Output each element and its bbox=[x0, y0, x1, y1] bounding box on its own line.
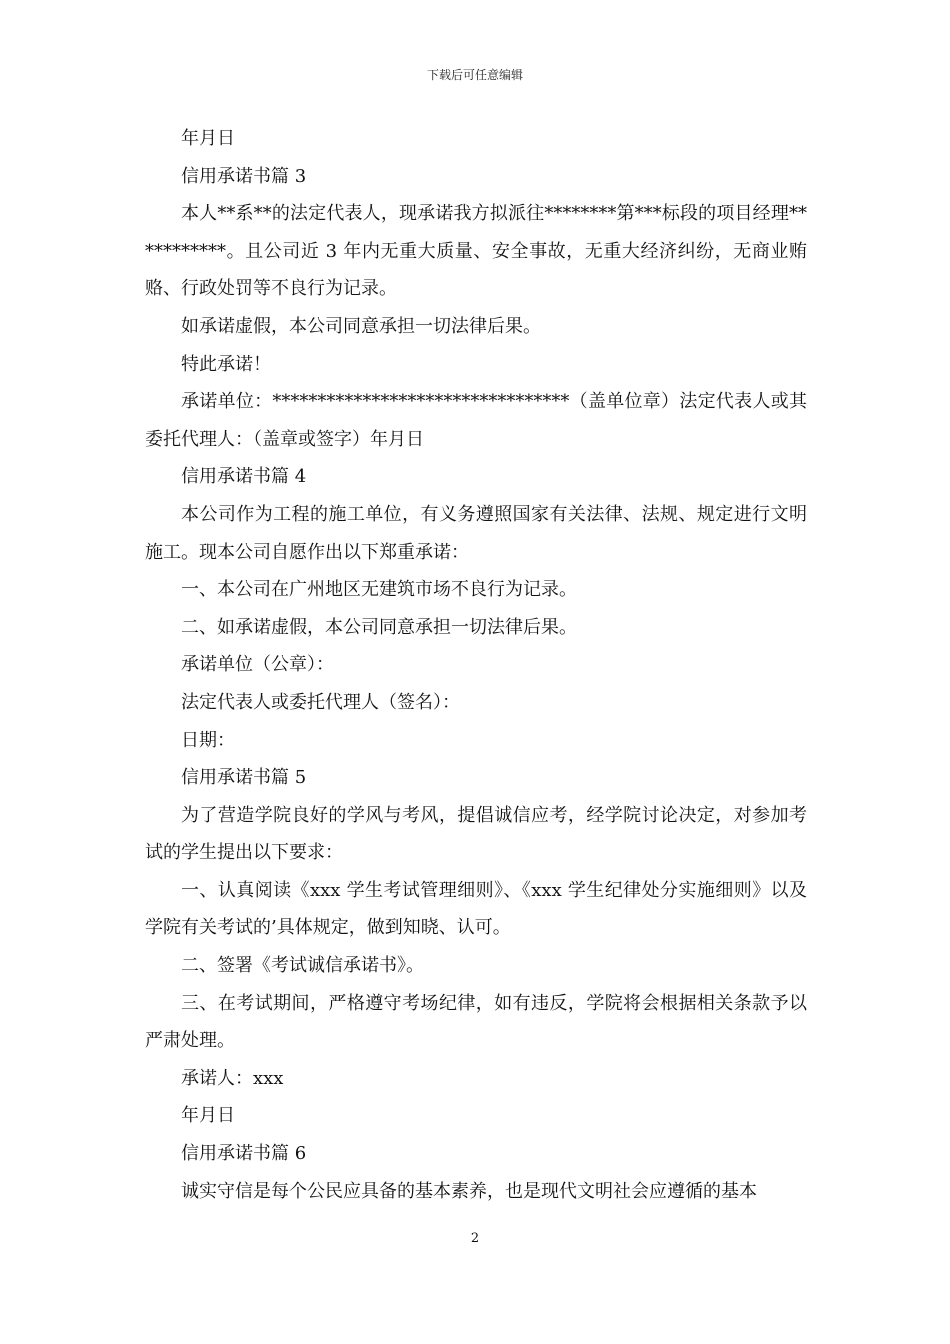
paragraph: 为了营造学院良好的学风与考风，提倡诚信应考，经学院讨论决定，对参加考试的学生提出以下要求： bbox=[145, 804, 807, 864]
paragraph: 特此承诺！ bbox=[181, 353, 271, 375]
section-heading: 信用承诺书篇 4 bbox=[181, 466, 307, 488]
paragraph: 如承诺虚假，本公司同意承担一切法律后果。 bbox=[181, 315, 541, 337]
paragraph: 承诺单位：*********************************（盖单位章）法定代表人或其委托代理人：（盖章或签字）年月日 bbox=[145, 391, 807, 450]
section-heading: 信用承诺书篇 3 bbox=[181, 165, 307, 187]
paragraph: 本公司作为工程的施工单位，有义务遵照国家有关法律、法规、规定进行文明施工。现本公司自愿作出以下郑重承诺： bbox=[145, 503, 807, 563]
paragraph: 法定代表人或委托代理人（签名）： bbox=[181, 691, 460, 713]
paragraph: 二、如承诺虚假，本公司同意承担一切法律后果。 bbox=[181, 616, 577, 638]
paragraph: 年月日 bbox=[181, 128, 235, 149]
paragraph: 日期： bbox=[181, 729, 235, 751]
section-heading: 信用承诺书篇 5 bbox=[181, 767, 307, 789]
page-number: 2 bbox=[470, 1231, 480, 1246]
paragraph: 一、认真阅读《xxx 学生考试管理细则》、《xxx 学生纪律处分实施细则》以及学院有关考试的’具体规定，做到知晓、认可。 bbox=[145, 879, 807, 939]
paragraph: 三、在考试期间，严格遵守考场纪律，如有违反，学院将会根据相关条款予以严肃处理。 bbox=[145, 992, 807, 1052]
paragraph: 承诺单位（公章）： bbox=[181, 654, 334, 676]
document-body bbox=[145, 120, 807, 1210]
paragraph: 本人**系**的法定代表人，现承诺我方拟派往********第***标段的项目经理***********。且公司近 3 年内无重大质量、安全事故，无重大经济纠纷，无商业贿赂、行政处罚等不良行为记录。 bbox=[145, 203, 807, 300]
paragraph: 一、本公司在广州地区无建筑市场不良行为记录。 bbox=[181, 579, 577, 601]
paragraph: 年月日 bbox=[181, 1105, 235, 1127]
page-header: 下载后可任意编辑 bbox=[426, 68, 523, 82]
paragraph: 二、签署《考试诚信承诺书》。 bbox=[181, 955, 424, 977]
paragraph: 诚实守信是每个公民应具备的基本素养，也是现代文明社会应遵循的基本 bbox=[181, 1180, 757, 1202]
paragraph: 承诺人：xxx bbox=[181, 1067, 284, 1089]
section-heading: 信用承诺书篇 6 bbox=[181, 1143, 307, 1165]
